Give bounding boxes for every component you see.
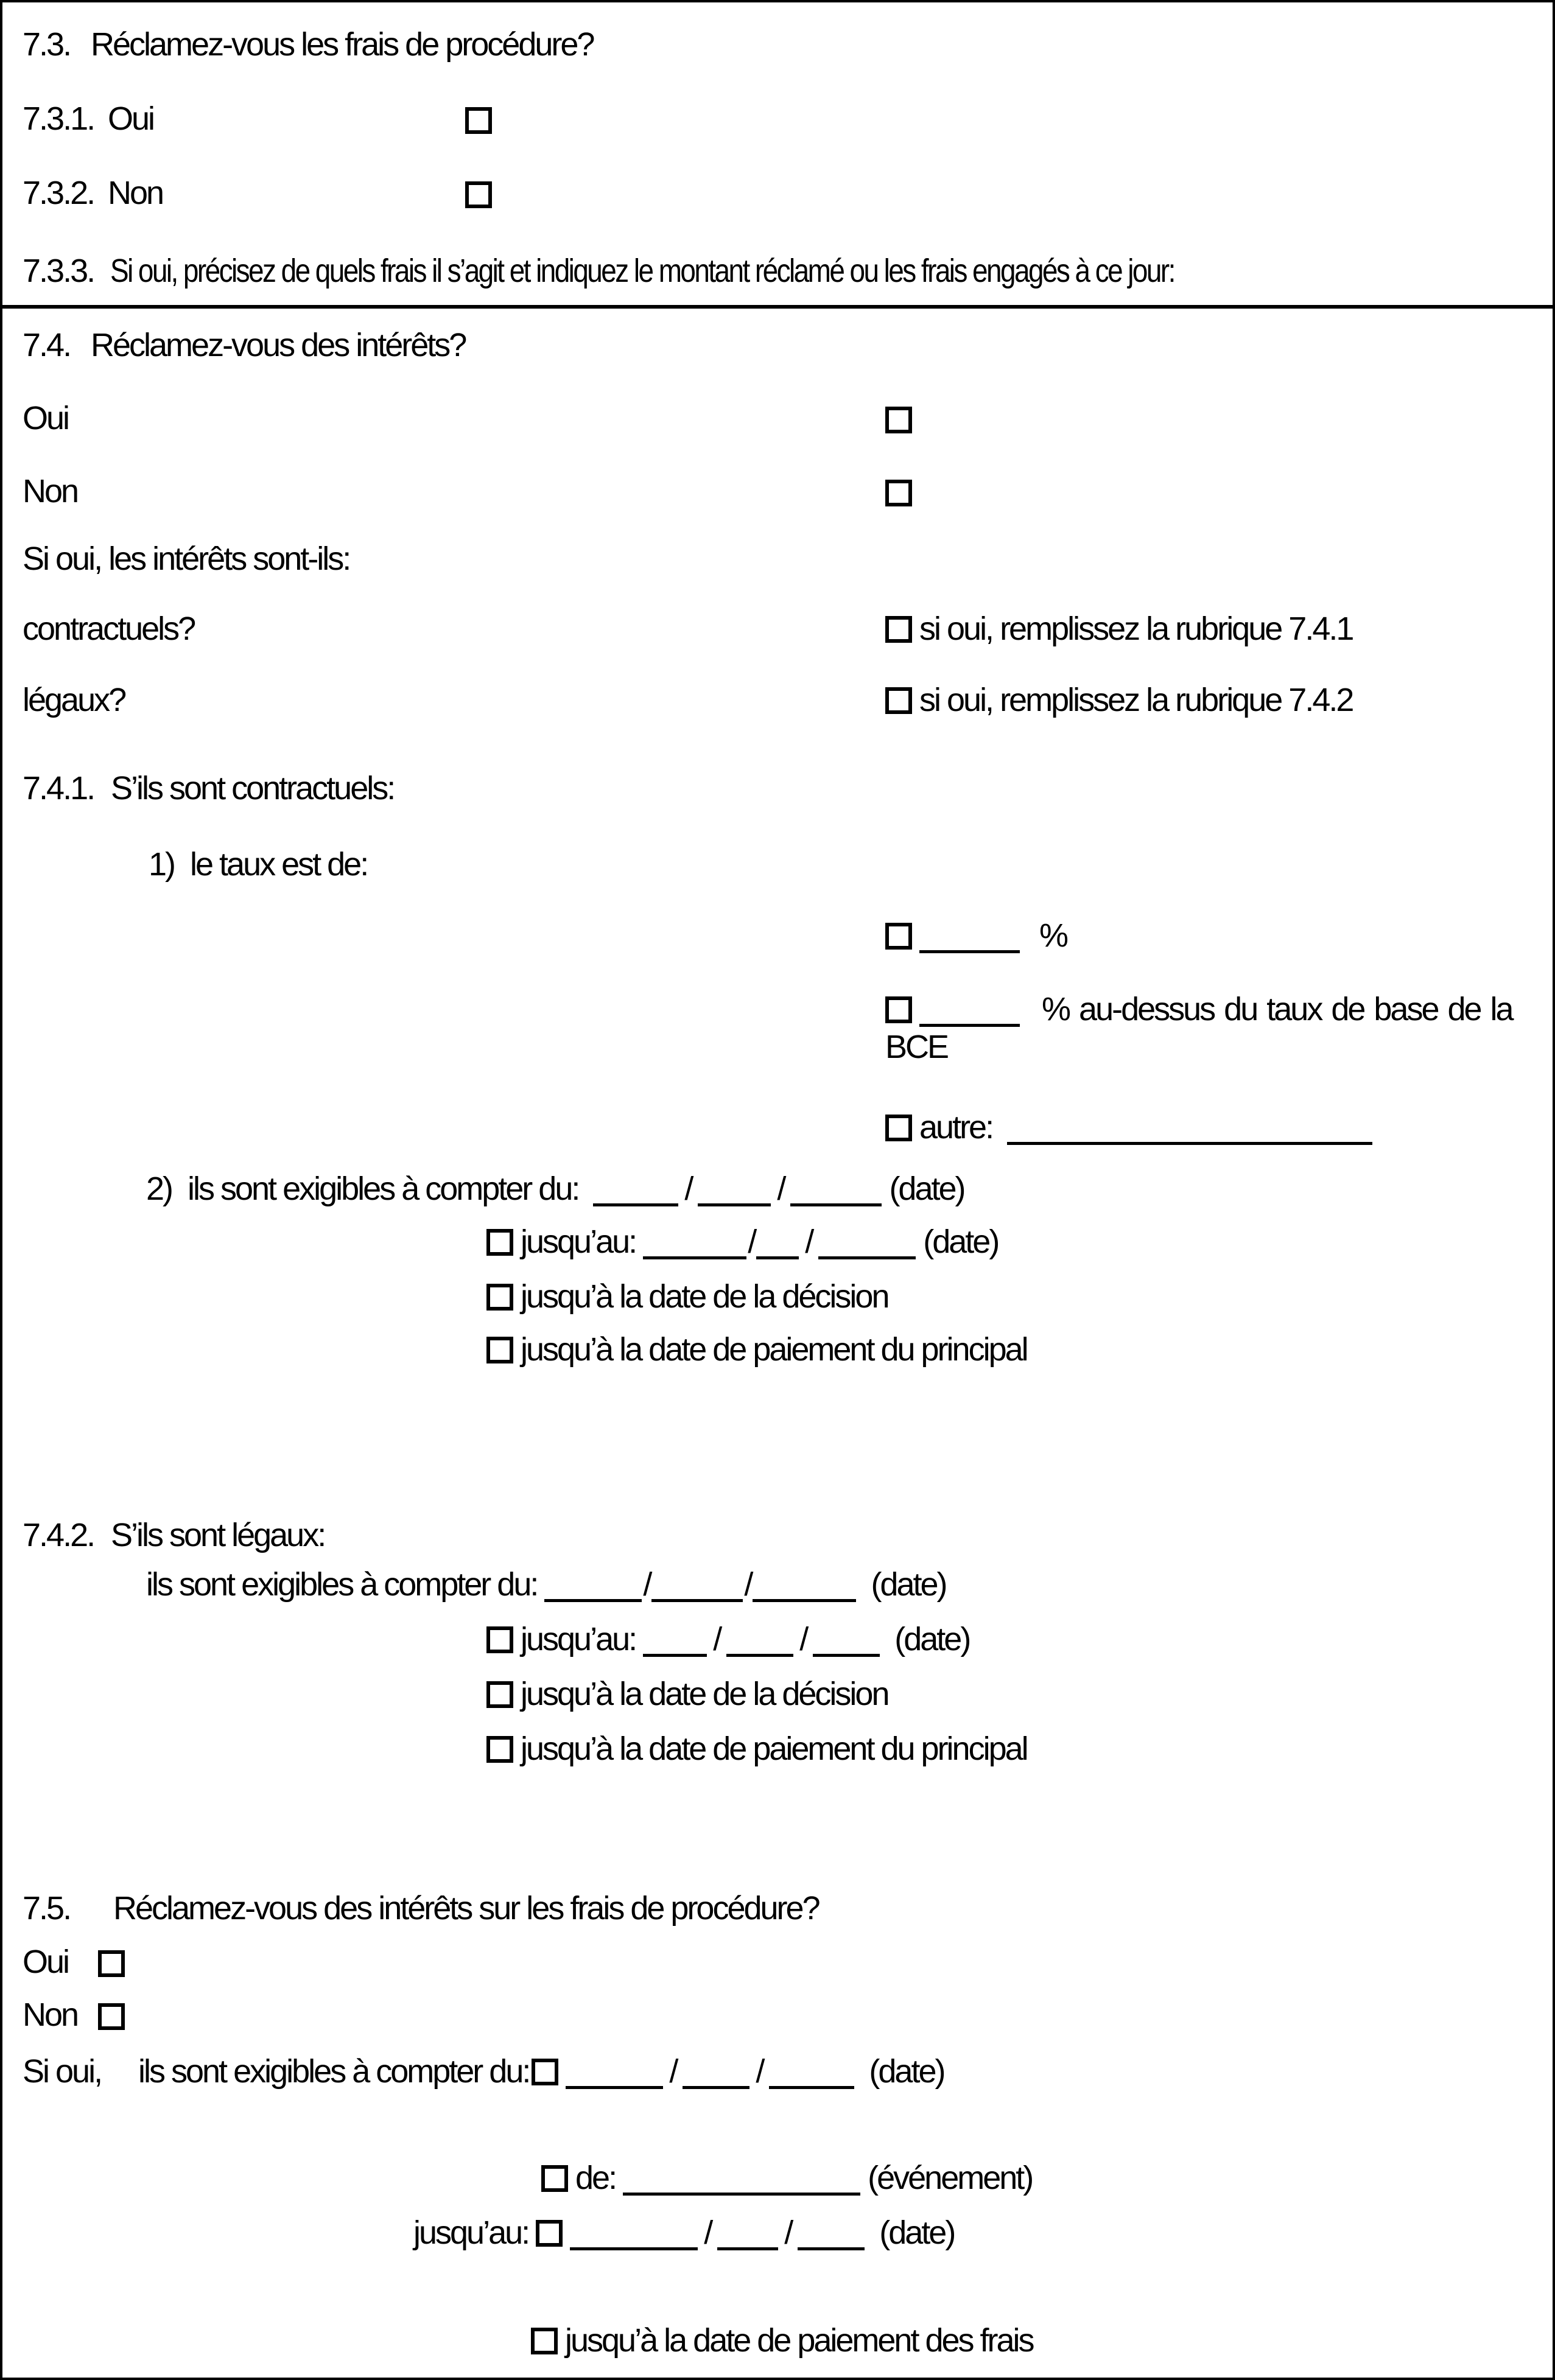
section-number: 7.4.2. xyxy=(23,1517,94,1553)
option-label: Oui xyxy=(23,400,69,436)
blank-741-until-year[interactable] xyxy=(818,1256,916,1259)
checkbox-75-jusquau[interactable] xyxy=(536,2220,563,2247)
section-number: 7.4. xyxy=(23,327,71,363)
date-separator: / xyxy=(744,1566,752,1603)
jusquau-label: jusqu’au: xyxy=(521,1621,636,1657)
date-label: (date) xyxy=(923,1223,999,1260)
checkbox-75-compter[interactable] xyxy=(532,2059,558,2085)
item-text: le taux est de: xyxy=(190,846,368,883)
date-label: (date) xyxy=(894,1621,970,1657)
blank-75-until-month[interactable] xyxy=(717,2247,778,2250)
section-title: S’ils sont contractuels: xyxy=(111,770,395,807)
bce-label: BCE xyxy=(885,1029,948,1065)
checkbox-741-principal[interactable] xyxy=(486,1337,513,1363)
evenement-label: (événement) xyxy=(868,2160,1033,2196)
checkbox-741-jusquau[interactable] xyxy=(486,1229,513,1256)
date-label: (date) xyxy=(889,1171,964,1207)
item-text: ils sont exigibles à compter du: xyxy=(188,1171,579,1207)
checkbox-74-non[interactable] xyxy=(885,480,912,506)
percent-label: % xyxy=(1039,917,1067,954)
section-divider xyxy=(2,305,1553,309)
date-separator: / xyxy=(713,1621,721,1657)
item-text: ils sont exigibles à compter du: xyxy=(146,1566,538,1603)
section-title: Réclamez-vous des intérêts? xyxy=(91,327,466,363)
blank-741-until-day[interactable] xyxy=(643,1256,746,1259)
checkbox-75-de[interactable] xyxy=(541,2165,568,2192)
date-separator: / xyxy=(799,1621,807,1657)
option-label: Oui xyxy=(108,100,154,137)
blank-742-from-year[interactable] xyxy=(753,1599,856,1602)
date-separator: / xyxy=(777,1171,785,1207)
list-number: 1) xyxy=(149,846,175,883)
blank-741-autre[interactable] xyxy=(1007,1142,1372,1145)
blank-75-from-year[interactable] xyxy=(769,2086,854,2089)
section-title: Réclamez-vous des intérêts sur les frais de procédure? xyxy=(113,1890,819,1927)
blank-742-until-year[interactable] xyxy=(813,1654,880,1657)
item-number: 7.3.3. xyxy=(23,253,94,289)
blank-741-until-month[interactable] xyxy=(756,1256,799,1259)
blank-742-from-day[interactable] xyxy=(544,1599,642,1602)
item-number: 7.3.2. xyxy=(23,175,94,211)
option-label: légaux? xyxy=(23,682,125,718)
option-label: contractuels? xyxy=(23,611,195,647)
date-separator: / xyxy=(684,1171,692,1207)
checkbox-74-oui[interactable] xyxy=(885,407,912,433)
option-text: jusqu’à la date de paiement du principal xyxy=(521,1331,1027,1368)
date-label: (date) xyxy=(869,2053,944,2090)
option-label: Non xyxy=(23,1997,78,2033)
option-text: jusqu’à la date de paiement des frais xyxy=(565,2322,1033,2359)
blank-741-rate-pct[interactable] xyxy=(919,950,1020,953)
blank-75-until-day[interactable] xyxy=(570,2247,698,2250)
blank-741-from-month[interactable] xyxy=(698,1203,771,1206)
checkbox-75-oui[interactable] xyxy=(98,1950,125,1977)
blank-75-from-month[interactable] xyxy=(683,2086,749,2089)
checkbox-731-oui[interactable] xyxy=(465,107,492,134)
section-number: 7.5. xyxy=(23,1890,71,1927)
list-number: 2) xyxy=(146,1171,172,1207)
date-separator: / xyxy=(748,1223,756,1260)
option-text: jusqu’à la date de la décision xyxy=(521,1676,888,1712)
section-number: 7.4.1. xyxy=(23,770,94,807)
blank-75-evenement[interactable] xyxy=(623,2193,860,2196)
section-number: 7.3. xyxy=(23,26,71,63)
date-separator: / xyxy=(805,1223,813,1260)
date-label: (date) xyxy=(871,1566,946,1603)
checkbox-742-decision[interactable] xyxy=(486,1681,513,1708)
de-label: de: xyxy=(575,2160,616,2196)
option-label: Oui xyxy=(23,1944,69,1980)
hint-text: si oui, remplissez la rubrique 7.4.1 xyxy=(919,611,1353,647)
checkbox-741-taux-pct[interactable] xyxy=(885,923,912,950)
jusquau-label: jusqu’au: xyxy=(521,1223,636,1260)
blank-741-rate-bce[interactable] xyxy=(919,1024,1020,1027)
option-text: jusqu’à la date de paiement du principal xyxy=(521,1731,1027,1767)
option-label: Non xyxy=(23,473,78,509)
question-text: Si oui, les intérêts sont-ils: xyxy=(23,541,350,577)
checkbox-75-non[interactable] xyxy=(98,2003,125,2030)
option-label: Non xyxy=(108,175,163,211)
checkbox-742-principal[interactable] xyxy=(486,1736,513,1763)
blank-741-from-year[interactable] xyxy=(790,1203,882,1206)
checkbox-75-frais[interactable] xyxy=(531,2328,558,2354)
item-number: 7.3.1. xyxy=(23,100,94,137)
date-label: (date) xyxy=(879,2214,955,2251)
blank-742-until-month[interactable] xyxy=(726,1654,793,1657)
date-separator: / xyxy=(643,1566,651,1603)
question-text: Si oui, précisez de quels frais il s’agit et indiquez le montant réclamé ou les frais engagés à ce jour: xyxy=(110,253,1174,289)
date-separator: / xyxy=(784,2214,792,2251)
jusquau-label: jusqu’au: xyxy=(413,2214,529,2251)
hint-text: si oui, remplissez la rubrique 7.4.2 xyxy=(919,682,1353,718)
section-title: Réclamez-vous les frais de procédure? xyxy=(91,26,594,63)
date-separator: / xyxy=(704,2214,712,2251)
checkbox-741-decision[interactable] xyxy=(486,1284,513,1311)
date-separator: / xyxy=(669,2053,677,2090)
blank-75-from-day[interactable] xyxy=(566,2086,663,2089)
checkbox-74-legaux[interactable] xyxy=(885,687,912,714)
blank-75-until-year[interactable] xyxy=(798,2247,865,2250)
checkbox-741-taux-autre[interactable] xyxy=(885,1115,912,1141)
checkbox-741-taux-bce[interactable] xyxy=(885,996,912,1023)
rate-bce-text: % au-dessus du taux de base de la xyxy=(1042,991,1512,1027)
blank-741-from-day[interactable] xyxy=(593,1203,678,1206)
condition-label: Si oui, xyxy=(23,2053,102,2090)
option-text: jusqu’à la date de la décision xyxy=(521,1278,888,1315)
autre-label: autre: xyxy=(919,1109,993,1146)
item-text: ils sont exigibles à compter du: xyxy=(138,2053,530,2090)
section-title: S’ils sont légaux: xyxy=(111,1517,325,1553)
blank-742-from-month[interactable] xyxy=(651,1599,743,1602)
date-separator: / xyxy=(756,2053,763,2090)
checkbox-74-contractuels[interactable] xyxy=(885,616,912,643)
checkbox-742-jusquau[interactable] xyxy=(486,1626,513,1653)
checkbox-732-non[interactable] xyxy=(465,181,492,208)
blank-742-until-day[interactable] xyxy=(643,1654,707,1657)
